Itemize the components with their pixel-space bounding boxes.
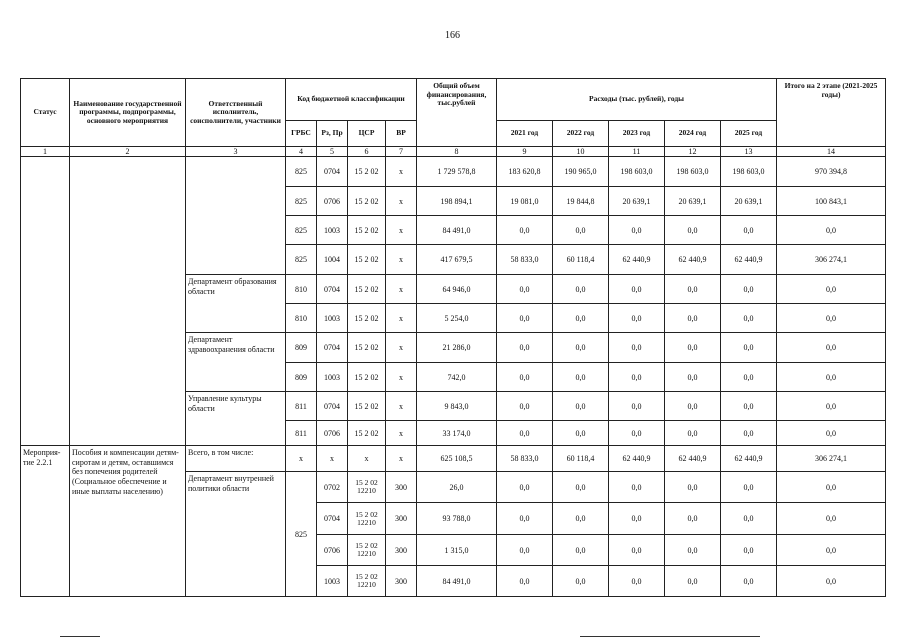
y2024-cell: 0,0 — [665, 304, 721, 333]
y2022-cell: 190 965,0 — [553, 157, 609, 187]
y2024-cell: 0,0 — [665, 333, 721, 363]
y2021-cell: 0,0 — [497, 421, 553, 446]
col-number: 6 — [348, 147, 386, 157]
grbs-cell: 811 — [286, 392, 317, 421]
rzpr-cell: 0706 — [317, 187, 348, 216]
y2023-cell: 0,0 — [609, 421, 665, 446]
y2022-cell: 0,0 — [553, 472, 609, 503]
header-2023: 2023 год — [609, 121, 665, 147]
y2025-cell: 0,0 — [721, 535, 777, 566]
csr-cell: 15 2 02 — [348, 216, 386, 245]
y2023-cell: 0,0 — [609, 333, 665, 363]
y2024-cell: 0,0 — [665, 421, 721, 446]
y2023-cell: 0,0 — [609, 392, 665, 421]
vr-cell: х — [386, 363, 417, 392]
header-grbs: ГРБС — [286, 121, 317, 147]
csr-cell: 15 2 02 — [348, 275, 386, 304]
y2024-cell: 0,0 — [665, 472, 721, 503]
y2023-cell: 0,0 — [609, 503, 665, 535]
total-cell: 9 843,0 — [417, 392, 497, 421]
csr-cell: 15 2 02 12210 — [348, 566, 386, 597]
grbs-cell: 810 — [286, 304, 317, 333]
col-number: 14 — [777, 147, 886, 157]
y2025-cell: 0,0 — [721, 304, 777, 333]
y2022-cell: 60 118,4 — [553, 446, 609, 472]
col-number: 13 — [721, 147, 777, 157]
csr-cell: 15 2 02 — [348, 157, 386, 187]
col-number: 2 — [70, 147, 186, 157]
y2023-cell: 62 440,9 — [609, 446, 665, 472]
y2021-cell: 0,0 — [497, 392, 553, 421]
y2024-cell: 62 440,9 — [665, 245, 721, 275]
y2025-cell: 0,0 — [721, 472, 777, 503]
sum-cell: 0,0 — [777, 421, 886, 446]
vr-cell: х — [386, 333, 417, 363]
y2023-cell: 62 440,9 — [609, 245, 665, 275]
rzpr-cell: 1003 — [317, 304, 348, 333]
vr-cell: х — [386, 275, 417, 304]
name-cell-empty — [70, 157, 186, 446]
grbs-cell: 809 — [286, 363, 317, 392]
y2022-cell: 60 118,4 — [553, 245, 609, 275]
table-row — [21, 157, 886, 187]
responsible-internal-policy: Департамент внутренней политики области — [186, 472, 286, 597]
sum-cell: 0,0 — [777, 216, 886, 245]
responsible-cell-empty — [186, 157, 286, 275]
col-number: 10 — [553, 147, 609, 157]
y2024-cell: 198 603,0 — [665, 157, 721, 187]
rzpr-cell: 0706 — [317, 421, 348, 446]
csr-cell: 15 2 02 12210 — [348, 535, 386, 566]
responsible-education: Департамент образования области — [186, 275, 286, 333]
y2024-cell: 62 440,9 — [665, 446, 721, 472]
csr-cell: х — [348, 446, 386, 472]
total-cell: 742,0 — [417, 363, 497, 392]
csr-cell: 15 2 02 — [348, 421, 386, 446]
header-vr: ВР — [386, 121, 417, 147]
y2025-cell: 62 440,9 — [721, 245, 777, 275]
sum-cell: 306 274,1 — [777, 245, 886, 275]
y2025-cell: 0,0 — [721, 216, 777, 245]
y2022-cell: 0,0 — [553, 304, 609, 333]
rzpr-cell: 0704 — [317, 503, 348, 535]
total-cell: 21 286,0 — [417, 333, 497, 363]
y2022-cell: 0,0 — [553, 333, 609, 363]
y2024-cell: 0,0 — [665, 363, 721, 392]
vr-cell: 300 — [386, 535, 417, 566]
sum-cell: 0,0 — [777, 363, 886, 392]
y2021-cell: 0,0 — [497, 275, 553, 304]
rzpr-cell: х — [317, 446, 348, 472]
sum-cell: 100 843,1 — [777, 187, 886, 216]
y2023-cell: 0,0 — [609, 535, 665, 566]
total-cell: 93 788,0 — [417, 503, 497, 535]
col-number: 12 — [665, 147, 721, 157]
vr-cell: х — [386, 421, 417, 446]
sum-cell: 0,0 — [777, 275, 886, 304]
y2025-cell: 0,0 — [721, 333, 777, 363]
csr-cell: 15 2 02 12210 — [348, 503, 386, 535]
sum-cell: 0,0 — [777, 304, 886, 333]
y2025-cell: 0,0 — [721, 275, 777, 304]
y2021-cell: 19 081,0 — [497, 187, 553, 216]
vr-cell: х — [386, 304, 417, 333]
rzpr-cell: 0706 — [317, 535, 348, 566]
vr-cell: х — [386, 157, 417, 187]
total-cell: 417 679,5 — [417, 245, 497, 275]
header-responsible: Ответственный исполнитель, соисполнители, участники — [186, 79, 286, 147]
rzpr-cell: 1003 — [317, 363, 348, 392]
vr-cell: 300 — [386, 472, 417, 503]
rzpr-cell: 0704 — [317, 333, 348, 363]
sum-cell: 306 274,1 — [777, 446, 886, 472]
vr-cell: х — [386, 392, 417, 421]
y2022-cell: 0,0 — [553, 566, 609, 597]
page-number: 166 — [445, 30, 460, 41]
grbs-cell: 825 — [286, 245, 317, 275]
y2022-cell: 0,0 — [553, 363, 609, 392]
grbs-cell: 825 — [286, 216, 317, 245]
col-number: 3 — [186, 147, 286, 157]
y2021-cell: 0,0 — [497, 363, 553, 392]
rzpr-cell: 0704 — [317, 392, 348, 421]
y2022-cell: 0,0 — [553, 392, 609, 421]
col-number: 1 — [21, 147, 70, 157]
csr-cell: 15 2 02 — [348, 333, 386, 363]
y2021-cell: 58 833,0 — [497, 245, 553, 275]
y2021-cell: 183 620,8 — [497, 157, 553, 187]
vr-cell: 300 — [386, 503, 417, 535]
total-cell: 33 174,0 — [417, 421, 497, 446]
vr-cell: х — [386, 216, 417, 245]
total-cell: 1 315,0 — [417, 535, 497, 566]
csr-cell: 15 2 02 — [348, 363, 386, 392]
y2021-cell: 0,0 — [497, 503, 553, 535]
total-cell: 26,0 — [417, 472, 497, 503]
y2024-cell: 0,0 — [665, 275, 721, 304]
col-number: 7 — [386, 147, 417, 157]
grbs-cell-merged: 825 — [286, 472, 317, 597]
y2021-cell: 0,0 — [497, 304, 553, 333]
grbs-cell: х — [286, 446, 317, 472]
csr-cell: 15 2 02 — [348, 245, 386, 275]
y2022-cell: 0,0 — [553, 503, 609, 535]
header-2021: 2021 год — [497, 121, 553, 147]
y2021-cell: 0,0 — [497, 333, 553, 363]
vr-cell: х — [386, 187, 417, 216]
y2024-cell: 0,0 — [665, 535, 721, 566]
header-status: Статус — [21, 79, 70, 147]
sum-cell: 0,0 — [777, 535, 886, 566]
scan-edge-mark — [580, 636, 760, 637]
rzpr-cell: 0702 — [317, 472, 348, 503]
y2025-cell: 0,0 — [721, 392, 777, 421]
header-budget-code: Код бюджетной классификации — [286, 79, 417, 121]
grbs-cell: 809 — [286, 333, 317, 363]
grbs-cell: 811 — [286, 421, 317, 446]
y2025-cell: 198 603,0 — [721, 157, 777, 187]
header-2025: 2025 год — [721, 121, 777, 147]
y2023-cell: 0,0 — [609, 275, 665, 304]
y2021-cell: 0,0 — [497, 472, 553, 503]
total-cell: 625 108,5 — [417, 446, 497, 472]
y2021-cell: 0,0 — [497, 216, 553, 245]
y2021-cell: 58 833,0 — [497, 446, 553, 472]
header-rzpr: Рз, Пр — [317, 121, 348, 147]
y2022-cell: 0,0 — [553, 275, 609, 304]
y2025-cell: 0,0 — [721, 566, 777, 597]
y2022-cell: 19 844,8 — [553, 187, 609, 216]
status-cell-empty — [21, 157, 70, 446]
rzpr-cell: 0704 — [317, 275, 348, 304]
total-cell: 1 729 578,8 — [417, 157, 497, 187]
y2023-cell: 0,0 — [609, 216, 665, 245]
sum-cell: 0,0 — [777, 472, 886, 503]
rzpr-cell: 1003 — [317, 216, 348, 245]
rzpr-cell: 1004 — [317, 245, 348, 275]
grbs-cell: 810 — [286, 275, 317, 304]
col-number: 9 — [497, 147, 553, 157]
total-cell: 84 491,0 — [417, 566, 497, 597]
y2025-cell: 62 440,9 — [721, 446, 777, 472]
header-stage-total: Итого на 2 этапе (2021-2025 годы) — [777, 79, 886, 147]
table-row — [21, 446, 886, 472]
sum-cell: 0,0 — [777, 392, 886, 421]
rzpr-cell: 0704 — [317, 157, 348, 187]
header-expenses: Расходы (тыс. рублей), годы — [497, 79, 777, 121]
responsible-culture: Управление культуры области — [186, 392, 286, 446]
header-2022: 2022 год — [553, 121, 609, 147]
y2023-cell: 198 603,0 — [609, 157, 665, 187]
y2024-cell: 0,0 — [665, 566, 721, 597]
y2021-cell: 0,0 — [497, 535, 553, 566]
y2024-cell: 20 639,1 — [665, 187, 721, 216]
csr-cell: 15 2 02 — [348, 392, 386, 421]
y2023-cell: 0,0 — [609, 363, 665, 392]
total-cell: 5 254,0 — [417, 304, 497, 333]
y2023-cell: 0,0 — [609, 566, 665, 597]
csr-cell: 15 2 02 — [348, 187, 386, 216]
vr-cell: х — [386, 245, 417, 275]
y2025-cell: 20 639,1 — [721, 187, 777, 216]
y2022-cell: 0,0 — [553, 216, 609, 245]
header-2024: 2024 год — [665, 121, 721, 147]
csr-cell: 15 2 02 12210 — [348, 472, 386, 503]
col-number: 11 — [609, 147, 665, 157]
grbs-cell: 825 — [286, 157, 317, 187]
header-total-funding: Общий объем финансирования, тыс.рублей — [417, 79, 497, 147]
grbs-cell: 825 — [286, 187, 317, 216]
budget-table — [20, 78, 886, 597]
responsible-health: Департамент здравоохранения области — [186, 333, 286, 392]
scan-edge-mark — [60, 636, 100, 637]
y2024-cell: 0,0 — [665, 216, 721, 245]
y2022-cell: 0,0 — [553, 421, 609, 446]
y2025-cell: 0,0 — [721, 363, 777, 392]
total-cell: 84 491,0 — [417, 216, 497, 245]
activity-name: Пособия и компенсации детям-сиротам и детям, оставшимся без попечения родителей (Социальное обеспечение и иные выплаты населению) — [70, 446, 186, 597]
header-name: Наименование государственной программы, подпрограммы, основного мероприятия — [70, 79, 186, 147]
sum-cell: 0,0 — [777, 503, 886, 535]
vr-cell: х — [386, 446, 417, 472]
header-csr: ЦСР — [348, 121, 386, 147]
col-number: 8 — [417, 147, 497, 157]
y2024-cell: 0,0 — [665, 392, 721, 421]
total-cell: 64 946,0 — [417, 275, 497, 304]
y2025-cell: 0,0 — [721, 421, 777, 446]
y2023-cell: 0,0 — [609, 472, 665, 503]
total-cell: 198 894,1 — [417, 187, 497, 216]
y2023-cell: 20 639,1 — [609, 187, 665, 216]
responsible-total: Всего, в том числе: — [186, 446, 286, 472]
col-number: 5 — [317, 147, 348, 157]
y2023-cell: 0,0 — [609, 304, 665, 333]
csr-cell: 15 2 02 — [348, 304, 386, 333]
vr-cell: 300 — [386, 566, 417, 597]
activity-status: Мероприя-тие 2.2.1 — [21, 446, 70, 597]
rzpr-cell: 1003 — [317, 566, 348, 597]
sum-cell: 970 394,8 — [777, 157, 886, 187]
y2024-cell: 0,0 — [665, 503, 721, 535]
y2021-cell: 0,0 — [497, 566, 553, 597]
y2022-cell: 0,0 — [553, 535, 609, 566]
col-number: 4 — [286, 147, 317, 157]
y2025-cell: 0,0 — [721, 503, 777, 535]
sum-cell: 0,0 — [777, 333, 886, 363]
sum-cell: 0,0 — [777, 566, 886, 597]
